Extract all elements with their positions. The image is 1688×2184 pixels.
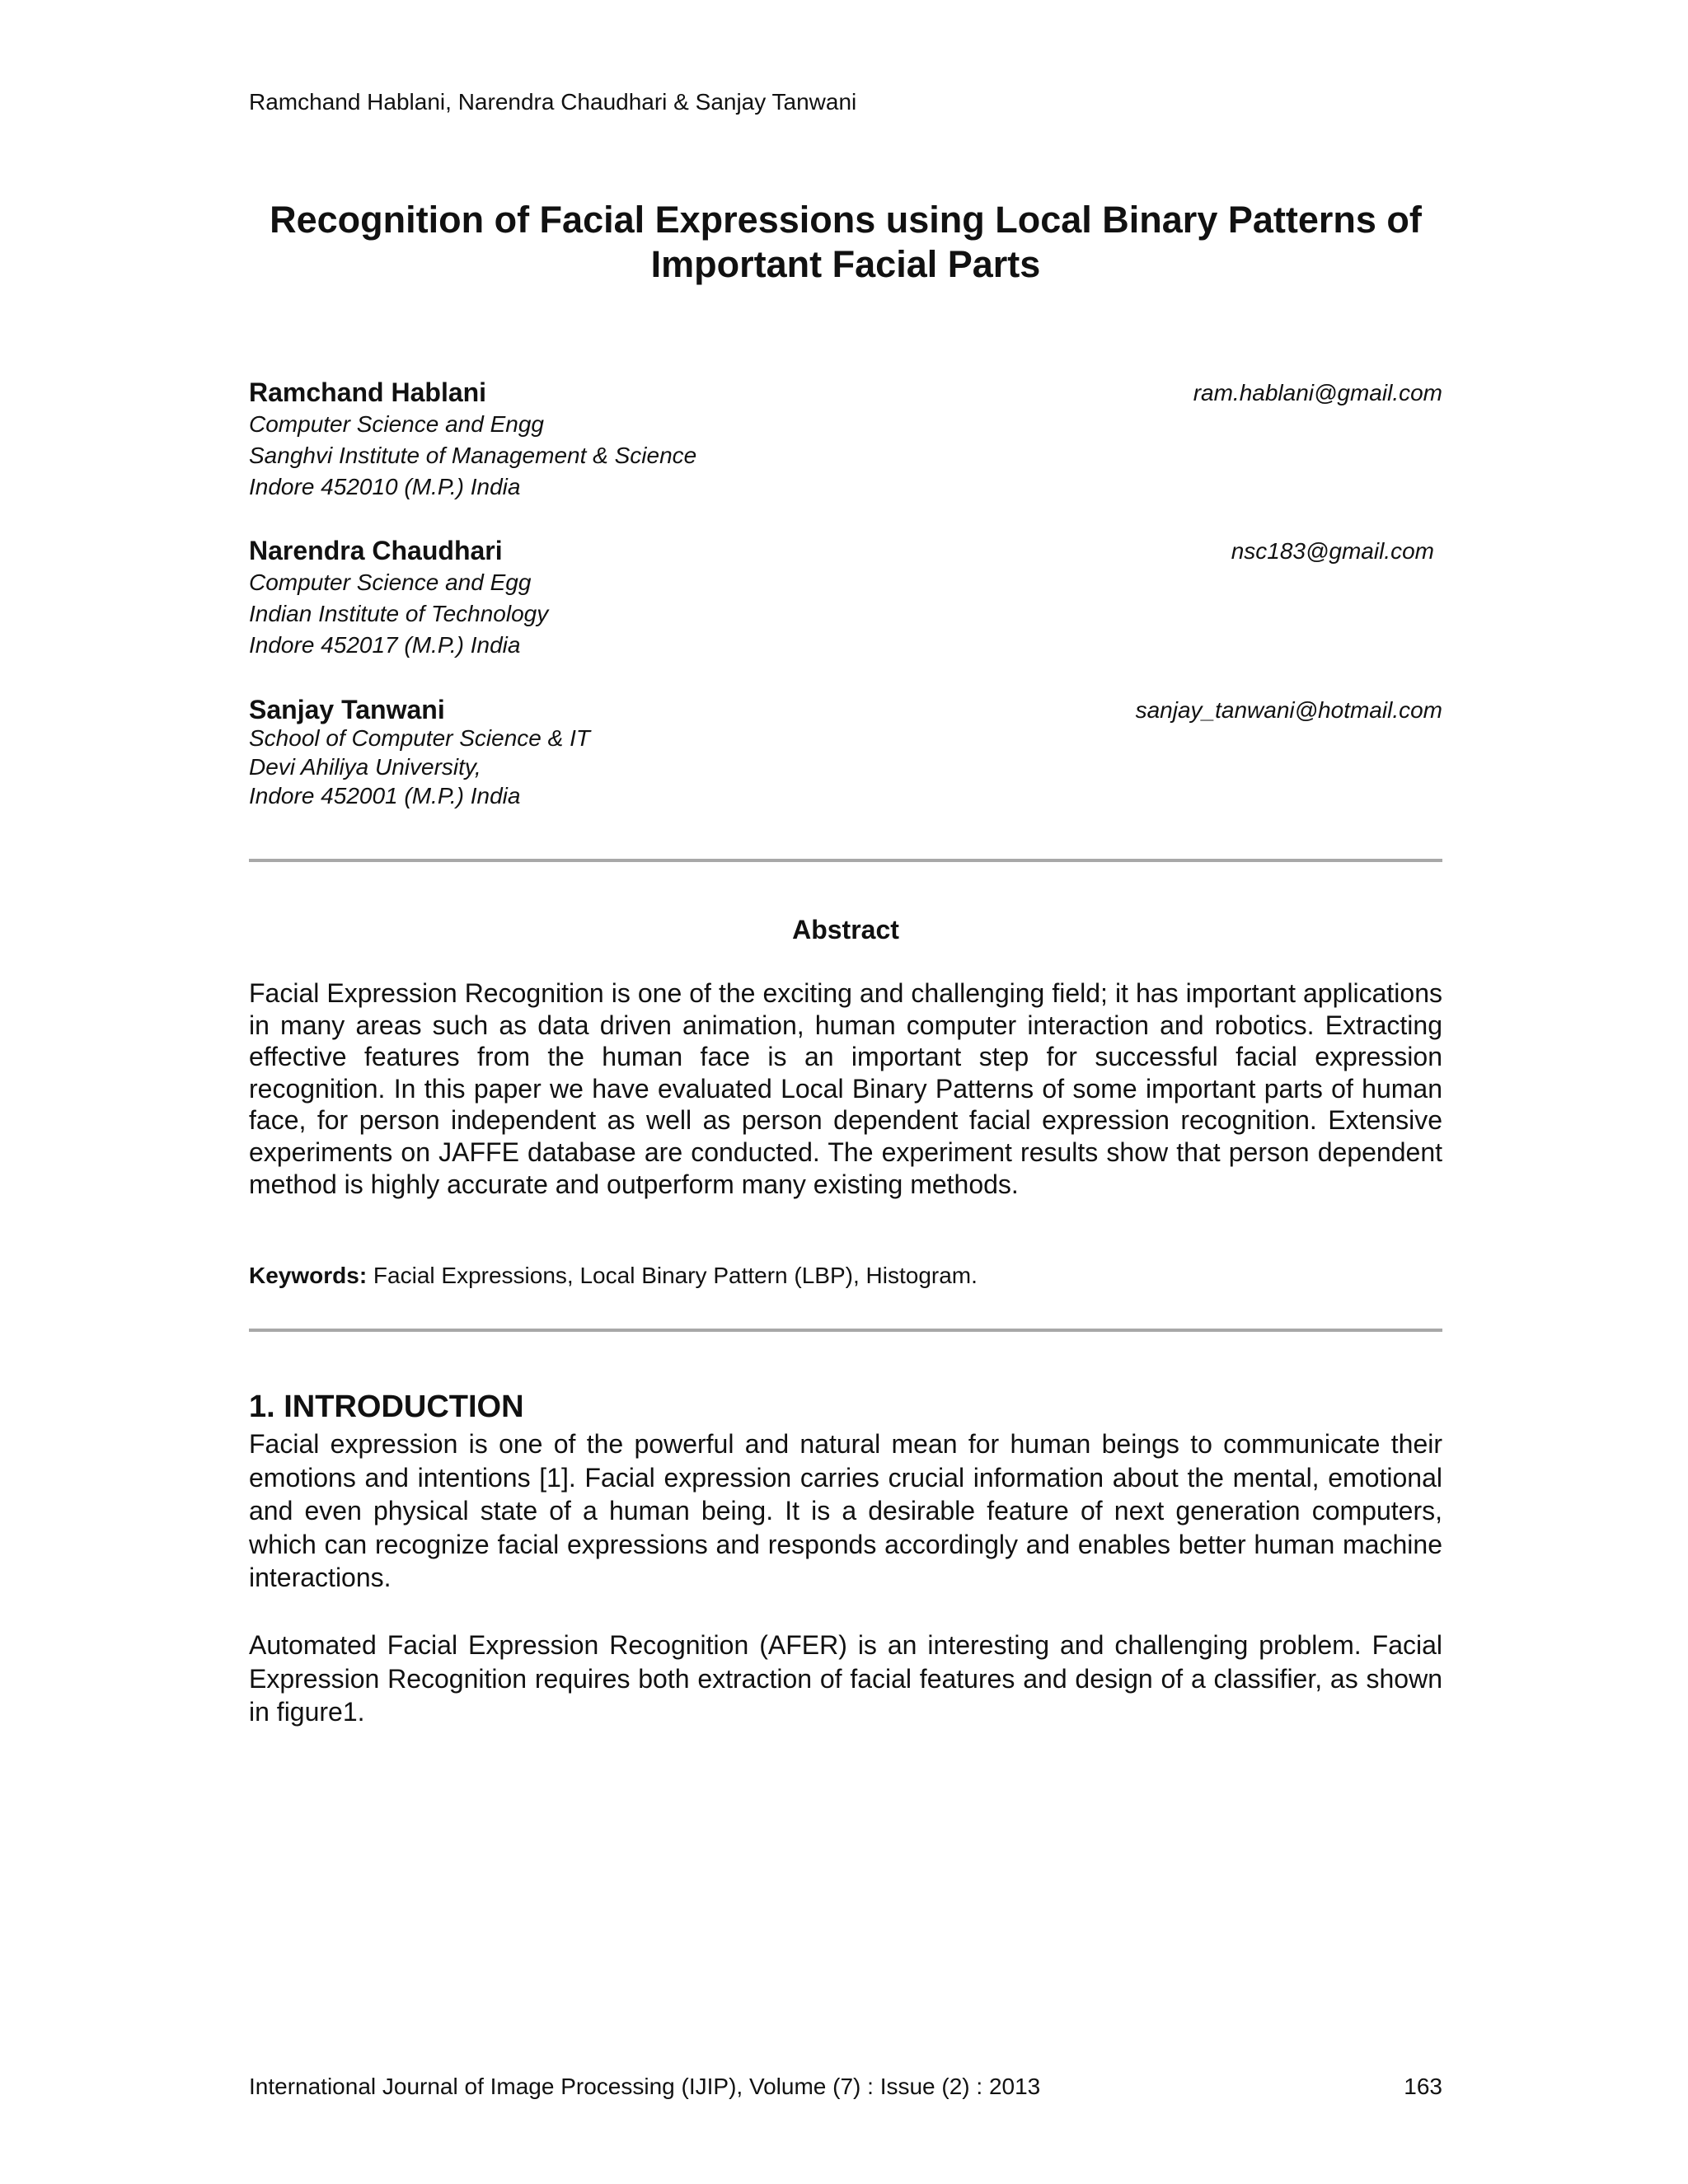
keywords-label: Keywords: [249, 1263, 368, 1288]
affiliation-line: Indian Institute of Technology [249, 601, 549, 626]
abstract-heading: Abstract [792, 915, 899, 944]
author-affiliation [249, 409, 696, 503]
author-name: Ramchand Hablani [249, 377, 487, 407]
affiliation-line: Indore 452001 (M.P.) India [249, 783, 521, 808]
footer-journal: International Journal of Image Processing (IJIP), Volume (7) : Issue (2) : 2013 [249, 2074, 1041, 2099]
affiliation-line: Sanghvi Institute of Management & Science [249, 443, 697, 468]
page-number: 163 [1404, 2074, 1442, 2099]
affiliation-line: Indore 452017 (M.P.) India [249, 632, 521, 658]
author-affiliation [249, 567, 548, 661]
abstract-text: Facial Expression Recognition is one of the exciting and challenging field; it has important applications in many areas such as data driven animation, human computer interaction and robotics. Extracting effective features from the human face is an important step for successful facial expression recognition. In this paper we have evaluated Local Binary Patterns of some important parts of human face, for person independent as well as person dependent facial expression recognition. Extensive experiments on JAFFE database are conducted. The experiment results show that person dependent method is highly accurate and outperform many existing methods. [249, 978, 1442, 1199]
author-name: Sanjay Tanwani [249, 695, 445, 724]
author-email: nsc183@gmail.com [1231, 538, 1434, 564]
author-email: sanjay_tanwani@hotmail.com [1135, 697, 1442, 723]
affiliation-line: Computer Science and Engg [249, 411, 544, 437]
affiliation-line: Devi Ahiliya University, [249, 754, 481, 780]
author-name: Narendra Chaudhari [249, 536, 503, 565]
body-paragraph: Facial expression is one of the powerful and natural mean for human beings to communicate their emotions and intentions [1]. Facial expression carries crucial information about the mental, emotional and even physical state of a human being. It is a desirable feature of next generation computers, which can recognize facial expressions and responds accordingly and enables better human machine interactions. [249, 1429, 1442, 1593]
divider-rule [249, 859, 1442, 862]
affiliation-line: Indore 452010 (M.P.) India [249, 474, 521, 499]
paper-title: Recognition of Facial Expressions using Local Binary Patterns of Important Facial Parts [270, 199, 1422, 285]
section-heading: 1. INTRODUCTION [249, 1390, 524, 1424]
running-head: Ramchand Hablani, Narendra Chaudhari & Sanjay Tanwani [249, 89, 857, 115]
affiliation-line: Computer Science and Egg [249, 569, 532, 595]
divider-rule [249, 1329, 1442, 1332]
author-affiliation [249, 724, 590, 810]
keywords-text: Facial Expressions, Local Binary Pattern (LBP), Histogram. [367, 1263, 978, 1288]
body-paragraph: Automated Facial Expression Recognition (AFER) is an interesting and challenging problem. Facial Expression Recognition requires both extraction of facial features and design of a classifier, as shown in figure1. [249, 1630, 1442, 1727]
author-email: ram.hablani@gmail.com [1193, 380, 1442, 405]
affiliation-line: School of Computer Science & IT [249, 725, 590, 751]
keywords [249, 1263, 1442, 1289]
